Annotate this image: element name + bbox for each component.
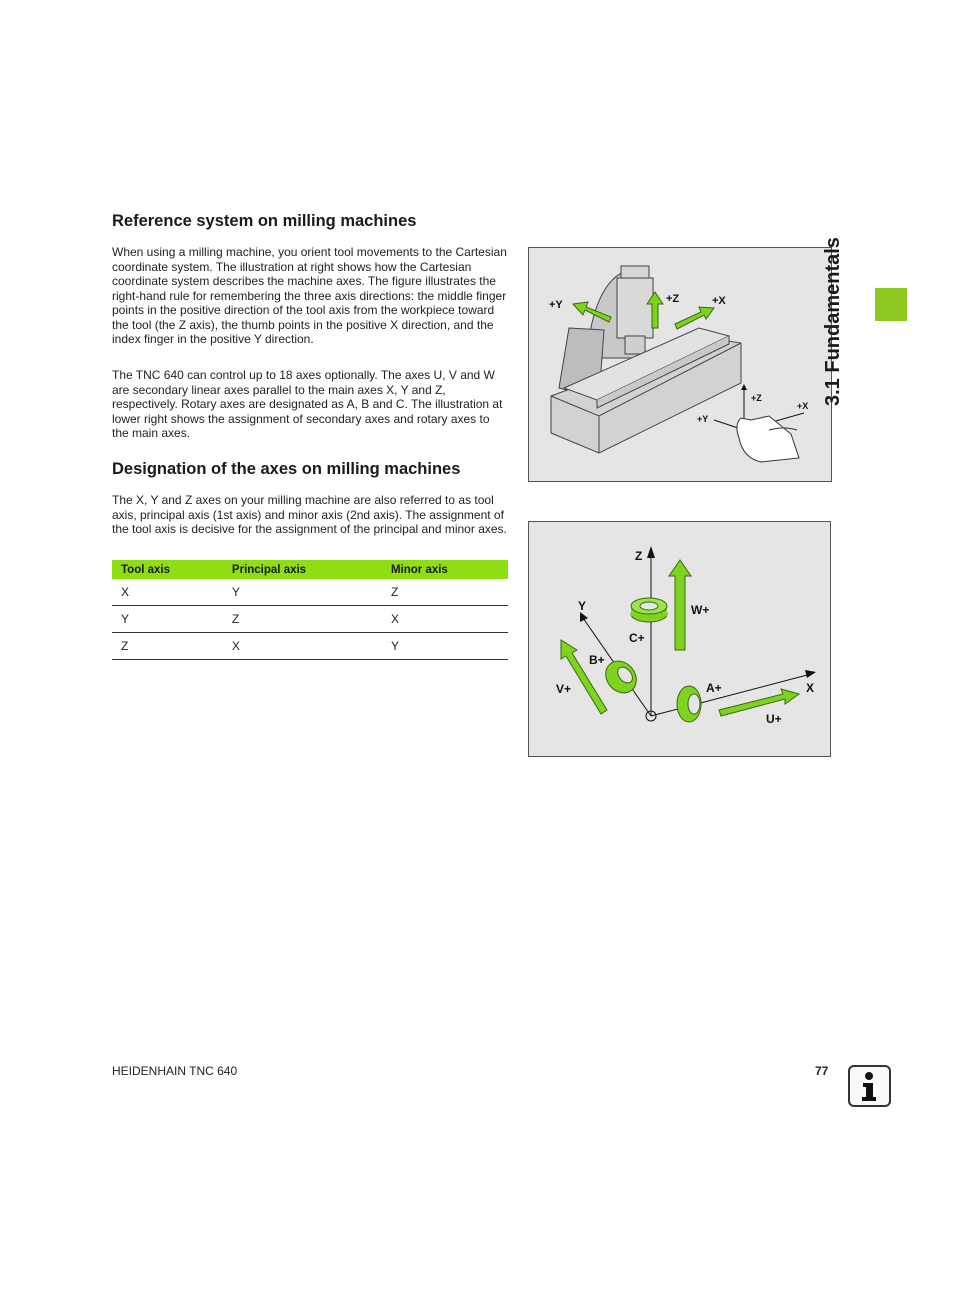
- figure-milling-machine: [528, 247, 832, 482]
- paragraph-reference-system: When using a milling machine, you orient tool movements to the Cartesian coordinate system. The illustration at right shows how the Cartesian coordinate system describes the machine axes. The figure illustrates the right-hand rule for remembering the three axis directions: the middle finger points in the positive direction of the tool axis from the workpiece toward the tool (the Z axis), the thumb points in the positive X direction, and the index finger in the positive Y direction.: [112, 245, 507, 346]
- table-cell: X: [223, 633, 382, 660]
- figure-axes-designation: [528, 521, 831, 757]
- label-w-plus: W+: [691, 603, 710, 617]
- label-b-plus: B+: [589, 653, 605, 667]
- section-heading-axes-designation: Designation of the axes on milling machines: [112, 460, 461, 478]
- table-cell: Z: [223, 606, 382, 633]
- label-v-plus: V+: [556, 682, 572, 696]
- table-header-row: [112, 560, 508, 579]
- info-glyph: [850, 1067, 889, 1105]
- chapter-tab: [875, 288, 907, 321]
- table-cell: Y: [382, 633, 508, 660]
- section-heading-reference-system: Reference system on milling machines: [112, 212, 417, 230]
- paragraph-axes-count: The TNC 640 can control up to 18 axes optionally. The axes U, V and W are secondary linear axes parallel to the main axes X, Y and Z, respectively. Rotary axes are designated as A, B and C. The illustration at lower right shows the assignment of secondary axes and rotary axes to the main axes.: [112, 368, 503, 440]
- label-plus-y: +Y: [549, 299, 563, 311]
- label-hand-plus-x: +X: [797, 401, 809, 411]
- table-cell: X: [112, 579, 223, 606]
- axes-designation-illustration: [529, 522, 831, 757]
- label-y-axis: Y: [578, 599, 587, 613]
- table-row: [112, 579, 508, 606]
- label-a-plus: A+: [706, 681, 722, 695]
- footer-product-name: HEIDENHAIN TNC 640: [112, 1064, 238, 1078]
- table-header-principal-axis: Principal axis: [223, 560, 382, 579]
- page-number: 77: [815, 1064, 829, 1078]
- label-plus-z: +Z: [666, 293, 680, 305]
- table-header-tool-axis: Tool axis: [112, 560, 223, 579]
- label-hand-plus-y: +Y: [697, 414, 709, 424]
- table-cell: Y: [112, 606, 223, 633]
- axes-table: [112, 560, 508, 660]
- table-row: [112, 633, 508, 660]
- paragraph-axes-designation: The X, Y and Z axes on your milling machine are also referred to as tool axis, principal axis (1st axis) and minor axis (2nd axis). The assignment of the tool axis is decisive for the assignment of the principal and minor axes.: [112, 493, 507, 536]
- table-cell: Z: [382, 579, 508, 606]
- milling-machine-illustration: [529, 248, 832, 482]
- label-plus-x: +X: [712, 295, 726, 307]
- table-header-minor-axis: Minor axis: [382, 560, 508, 579]
- info-icon: [848, 1065, 891, 1107]
- label-c-plus: C+: [629, 631, 645, 645]
- label-hand-plus-z: +Z: [751, 393, 762, 403]
- table-cell: X: [382, 606, 508, 633]
- label-x-axis: X: [806, 681, 815, 695]
- chapter-title: 3.1 Fundamentals: [822, 237, 844, 406]
- table-cell: Y: [223, 579, 382, 606]
- label-u-plus: U+: [766, 712, 782, 726]
- table-row: [112, 606, 508, 633]
- table-cell: Z: [112, 633, 223, 660]
- label-z-axis: Z: [635, 549, 643, 563]
